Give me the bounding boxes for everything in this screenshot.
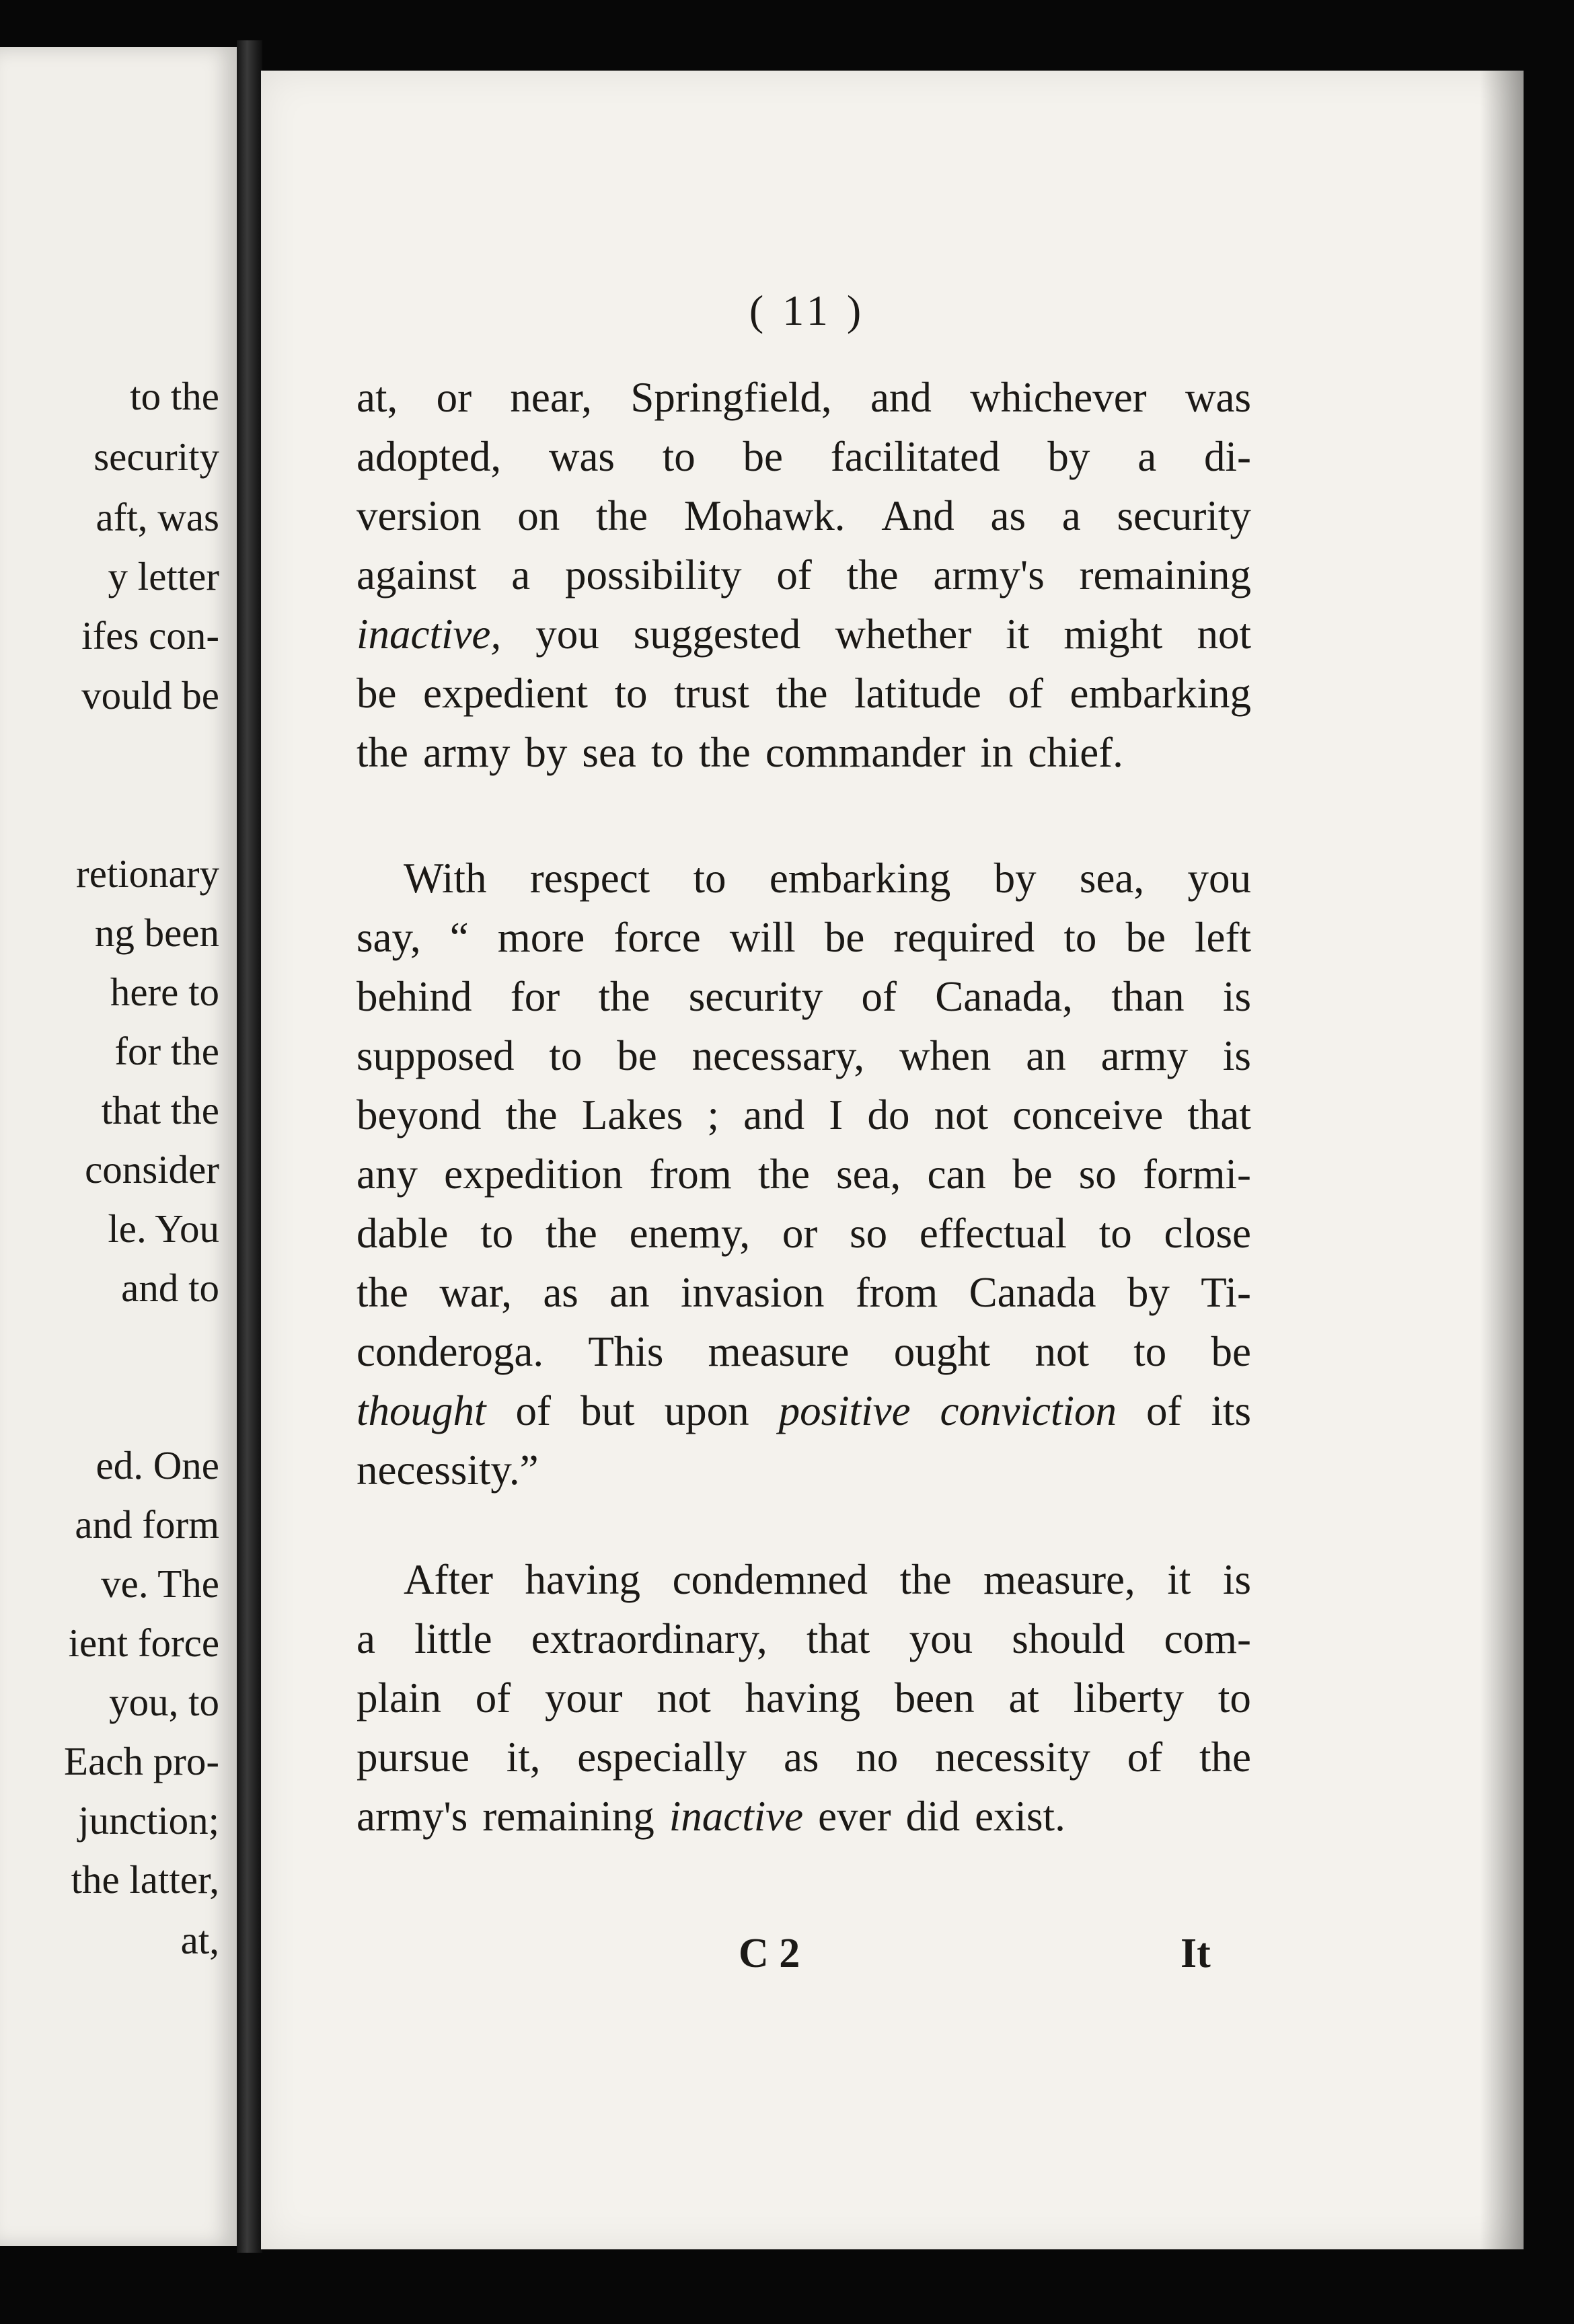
word: upon bbox=[664, 1387, 749, 1434]
book-gutter bbox=[237, 40, 262, 2253]
text-line bbox=[357, 613, 1251, 656]
word: of bbox=[475, 1674, 511, 1721]
italic-word: thought bbox=[357, 1387, 486, 1434]
word: especially bbox=[577, 1734, 747, 1781]
word: of bbox=[515, 1387, 552, 1434]
word: necessity.” bbox=[357, 1446, 539, 1494]
word: a bbox=[1061, 492, 1081, 539]
text-line bbox=[357, 729, 1251, 776]
word: plain bbox=[357, 1674, 441, 1721]
word: ; bbox=[707, 1091, 719, 1138]
word: so bbox=[1078, 1151, 1117, 1198]
word: been bbox=[894, 1674, 975, 1721]
word: force bbox=[613, 914, 701, 961]
word: more bbox=[497, 914, 585, 961]
word: of bbox=[776, 551, 812, 598]
word: to bbox=[650, 729, 684, 776]
word: trust bbox=[673, 670, 749, 717]
text-line bbox=[357, 1736, 1251, 1779]
word: liberty bbox=[1073, 1674, 1185, 1721]
word: of bbox=[1127, 1734, 1163, 1781]
left-fragment-line: to the bbox=[130, 374, 219, 418]
word: embarking bbox=[769, 855, 951, 902]
word: formi- bbox=[1142, 1151, 1251, 1198]
word: the bbox=[757, 1151, 810, 1198]
word: respect bbox=[529, 855, 650, 902]
word: to bbox=[1098, 1210, 1132, 1257]
word: by bbox=[1047, 433, 1090, 480]
word: not bbox=[657, 1674, 711, 1721]
word: remaining bbox=[482, 1793, 654, 1840]
word: Ti- bbox=[1201, 1269, 1251, 1316]
word: having bbox=[525, 1556, 640, 1603]
word: the bbox=[1199, 1734, 1251, 1781]
catchword: It bbox=[1180, 1931, 1211, 1976]
word: was bbox=[1185, 374, 1251, 421]
word: having bbox=[745, 1674, 860, 1721]
text-line bbox=[357, 1674, 1251, 1721]
text-line bbox=[357, 374, 1251, 421]
word: to bbox=[1133, 1328, 1167, 1375]
word: be bbox=[1211, 1328, 1251, 1375]
word: was bbox=[548, 433, 615, 480]
word: extraordinary, bbox=[531, 1615, 767, 1662]
text-line bbox=[357, 1615, 1251, 1662]
left-fragment-line: for the bbox=[114, 1029, 219, 1073]
word: latitude bbox=[854, 670, 981, 717]
word: by bbox=[525, 729, 568, 776]
word: at, bbox=[357, 374, 398, 421]
word: sea, bbox=[1079, 855, 1145, 902]
word: Mohawk. bbox=[683, 492, 846, 539]
word: Canada bbox=[969, 1269, 1096, 1316]
word: and bbox=[743, 1091, 805, 1138]
word: effectual bbox=[919, 1210, 1067, 1257]
word: war, bbox=[439, 1269, 512, 1316]
left-fragment-line: consider bbox=[85, 1147, 219, 1192]
left-fragment-line: ed. One bbox=[96, 1443, 219, 1487]
word: of bbox=[861, 973, 897, 1020]
text-line bbox=[357, 1446, 1251, 1494]
word: from bbox=[855, 1269, 938, 1316]
left-fragment-line: ifes con- bbox=[81, 613, 219, 658]
word: pursue bbox=[357, 1734, 470, 1781]
word: With bbox=[404, 855, 487, 902]
word: you bbox=[909, 1615, 973, 1662]
word: security bbox=[688, 973, 823, 1020]
word: commander bbox=[765, 729, 966, 776]
word: on bbox=[517, 492, 560, 539]
word: say, bbox=[357, 914, 421, 961]
word: be bbox=[824, 914, 865, 961]
word: suggested bbox=[633, 611, 801, 658]
word: the bbox=[846, 551, 899, 598]
word: the bbox=[357, 729, 408, 776]
word: “ bbox=[449, 914, 469, 961]
left-fragment-line: ient force bbox=[68, 1621, 219, 1665]
left-fragment-line: ng been bbox=[94, 911, 219, 955]
word: be bbox=[743, 433, 783, 480]
word: an bbox=[609, 1269, 650, 1316]
word: ever bbox=[818, 1793, 891, 1840]
word: so bbox=[850, 1210, 888, 1257]
word: a bbox=[511, 551, 531, 598]
word: of bbox=[1146, 1387, 1182, 1434]
word: version bbox=[357, 492, 482, 539]
word: not bbox=[1197, 611, 1251, 658]
italic-word: inactive, bbox=[357, 611, 502, 658]
word: and bbox=[870, 374, 932, 421]
left-fragment-line: y letter bbox=[108, 554, 219, 598]
word: be bbox=[617, 1032, 657, 1079]
word: when bbox=[899, 1032, 991, 1079]
text-line bbox=[357, 1387, 1251, 1434]
word: did bbox=[905, 1793, 961, 1840]
word: security bbox=[1117, 492, 1251, 539]
word: dable bbox=[357, 1210, 449, 1257]
italic-word: inactive bbox=[669, 1793, 804, 1840]
word: an bbox=[1026, 1032, 1066, 1079]
text-line bbox=[357, 973, 1251, 1020]
left-fragment-line: le. You bbox=[108, 1206, 219, 1251]
word: as bbox=[990, 492, 1026, 539]
word: than bbox=[1111, 973, 1185, 1020]
word: as bbox=[783, 1734, 819, 1781]
word: at bbox=[1008, 1674, 1039, 1721]
left-fragment-line: aft, was bbox=[96, 495, 219, 539]
word: remaining bbox=[1079, 551, 1251, 598]
text-line bbox=[357, 672, 1251, 715]
page-edge-shadow bbox=[1480, 71, 1524, 2249]
word: is bbox=[1222, 1032, 1251, 1079]
word: your bbox=[545, 1674, 623, 1721]
word: not bbox=[934, 1091, 989, 1138]
word: do bbox=[867, 1091, 910, 1138]
word: be bbox=[1012, 1151, 1053, 1198]
word: in bbox=[980, 729, 1014, 776]
word: a bbox=[357, 1615, 375, 1662]
word: condemned bbox=[672, 1556, 868, 1603]
word: is bbox=[1222, 973, 1251, 1020]
word: This bbox=[588, 1328, 664, 1375]
word: conderoga. bbox=[357, 1328, 544, 1375]
text-line bbox=[357, 1269, 1251, 1316]
word: sea bbox=[582, 729, 636, 776]
text-line bbox=[357, 551, 1251, 598]
text-line bbox=[357, 914, 1251, 961]
word: or bbox=[436, 374, 472, 421]
left-page-fragment bbox=[0, 47, 237, 2246]
word: embarking bbox=[1070, 670, 1251, 717]
left-fragment-line: you, to bbox=[109, 1680, 219, 1724]
left-fragment-line: the latter, bbox=[71, 1857, 219, 1902]
word: to bbox=[480, 1210, 514, 1257]
word: it bbox=[1006, 611, 1030, 658]
text-line bbox=[357, 1032, 1251, 1079]
word: you bbox=[535, 611, 599, 658]
word: to bbox=[662, 433, 696, 480]
word: necessary, bbox=[691, 1032, 865, 1079]
left-fragment-line: security bbox=[93, 434, 219, 479]
word: left bbox=[1195, 914, 1251, 961]
word: you bbox=[1187, 855, 1251, 902]
left-fragment-line: ve. The bbox=[101, 1561, 219, 1606]
word: I bbox=[829, 1091, 844, 1138]
word: from bbox=[649, 1151, 732, 1198]
text-line bbox=[357, 1091, 1251, 1138]
word: but bbox=[580, 1387, 635, 1434]
word: by bbox=[1127, 1269, 1170, 1316]
text-line bbox=[357, 857, 1251, 900]
page-number: ( 11 ) bbox=[749, 286, 866, 334]
word: required bbox=[893, 914, 1035, 961]
text-line bbox=[357, 1556, 1251, 1603]
word: little bbox=[414, 1615, 492, 1662]
left-fragment-line: and to bbox=[121, 1266, 219, 1310]
word: or bbox=[782, 1210, 818, 1257]
word: whichever bbox=[970, 374, 1147, 421]
word: should bbox=[1012, 1615, 1125, 1662]
word: conceive bbox=[1012, 1091, 1164, 1138]
word: will bbox=[729, 914, 796, 961]
word: sea, bbox=[836, 1151, 901, 1198]
word: against bbox=[357, 551, 477, 598]
left-fragment-line: here to bbox=[110, 970, 219, 1014]
word: Springfield, bbox=[630, 374, 832, 421]
word: the bbox=[545, 1210, 597, 1257]
word: army bbox=[422, 729, 511, 776]
word: near, bbox=[510, 374, 593, 421]
word: invasion bbox=[680, 1269, 825, 1316]
word: com- bbox=[1164, 1615, 1251, 1662]
word: enemy, bbox=[629, 1210, 751, 1257]
word: to bbox=[549, 1032, 583, 1079]
word: as bbox=[543, 1269, 578, 1316]
word: to bbox=[693, 855, 726, 902]
word: army bbox=[1100, 1032, 1189, 1079]
word: ought bbox=[893, 1328, 991, 1375]
word: it, bbox=[506, 1734, 541, 1781]
text-line bbox=[357, 1212, 1251, 1255]
word: exist. bbox=[975, 1793, 1065, 1840]
word: it bbox=[1167, 1556, 1191, 1603]
word: a bbox=[1137, 433, 1157, 480]
word: Lakes bbox=[581, 1091, 683, 1138]
word: adopted, bbox=[357, 433, 502, 480]
word: supposed bbox=[357, 1032, 515, 1079]
word: its bbox=[1211, 1387, 1251, 1434]
word: necessity bbox=[935, 1734, 1090, 1781]
word: the bbox=[596, 492, 648, 539]
text-line bbox=[357, 1328, 1251, 1375]
left-fragment-line: at, bbox=[180, 1918, 219, 1962]
word: that bbox=[1187, 1091, 1251, 1138]
word: can bbox=[927, 1151, 986, 1198]
word: the bbox=[357, 1269, 408, 1316]
word: the bbox=[598, 973, 650, 1020]
left-fragment-line: that the bbox=[101, 1088, 219, 1132]
word: might bbox=[1063, 611, 1163, 658]
text-line bbox=[357, 492, 1251, 539]
word: expedient bbox=[423, 670, 588, 717]
word: not bbox=[1035, 1328, 1089, 1375]
word: the bbox=[776, 670, 828, 717]
italic-word: positive bbox=[778, 1387, 911, 1434]
italic-word: conviction bbox=[940, 1387, 1117, 1434]
word: is bbox=[1222, 1556, 1251, 1603]
word: army's bbox=[357, 1793, 468, 1840]
word: di- bbox=[1203, 433, 1251, 480]
word: to bbox=[614, 670, 648, 717]
word: Canada, bbox=[935, 973, 1073, 1020]
word: facilitated bbox=[830, 433, 1000, 480]
word: by bbox=[994, 855, 1037, 902]
word: And bbox=[881, 492, 954, 539]
left-fragment-line: vould be bbox=[81, 673, 219, 718]
left-fragment-line: retionary bbox=[76, 851, 219, 896]
word: to bbox=[1217, 1674, 1251, 1721]
text-line bbox=[357, 1795, 1251, 1838]
word: army's bbox=[933, 551, 1045, 598]
word: be bbox=[1125, 914, 1166, 961]
word: possibility bbox=[565, 551, 742, 598]
word: whether bbox=[835, 611, 972, 658]
word: be bbox=[357, 670, 397, 717]
text-line bbox=[357, 1153, 1251, 1196]
word: to bbox=[1063, 914, 1097, 961]
word: the bbox=[698, 729, 751, 776]
word: any bbox=[357, 1151, 418, 1198]
text-line bbox=[357, 433, 1251, 480]
word: the bbox=[899, 1556, 952, 1603]
word: that bbox=[806, 1615, 870, 1662]
left-fragment-line: and form bbox=[75, 1502, 219, 1547]
left-fragment-line: Each pro- bbox=[64, 1739, 219, 1783]
word: the bbox=[505, 1091, 558, 1138]
word: close bbox=[1164, 1210, 1251, 1257]
word: expedition bbox=[444, 1151, 624, 1198]
word: After bbox=[404, 1556, 493, 1603]
word: behind bbox=[357, 973, 472, 1020]
word: chief. bbox=[1028, 729, 1123, 776]
left-fragment-line: junction; bbox=[78, 1798, 219, 1843]
word: measure bbox=[708, 1328, 850, 1375]
word: of bbox=[1008, 670, 1043, 717]
word: measure, bbox=[983, 1556, 1135, 1603]
signature-mark: C 2 bbox=[739, 1931, 800, 1976]
word: beyond bbox=[357, 1091, 482, 1138]
word: no bbox=[856, 1734, 899, 1781]
word: for bbox=[510, 973, 560, 1020]
